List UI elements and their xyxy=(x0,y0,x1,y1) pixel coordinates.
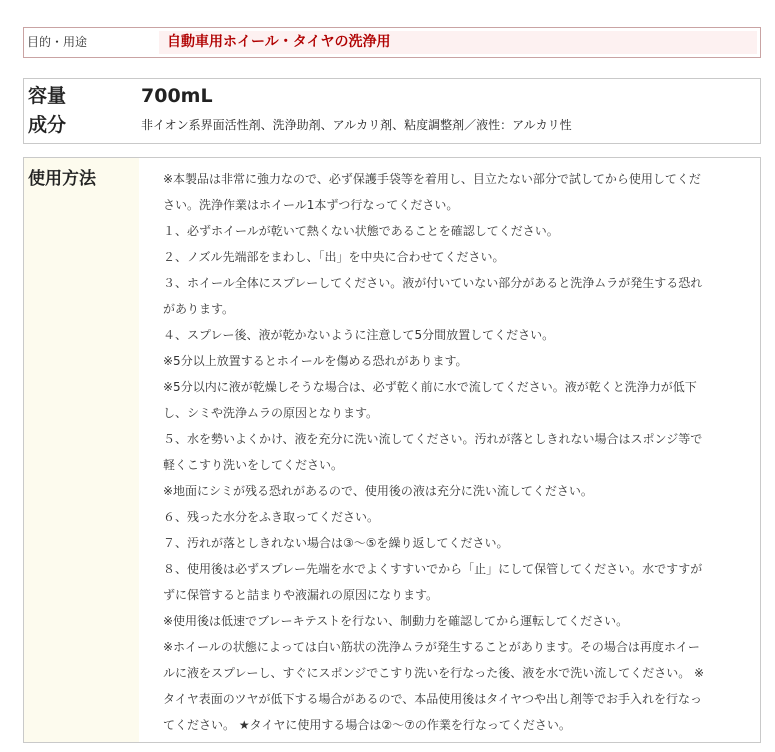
usage-line: ※使用後は低速でブレーキテストを行ない、制動力を確認してから運転してください。 xyxy=(163,614,629,628)
usage-line: ２、ノズル先端部をまわし、「出」を中央に合わせてください。 xyxy=(163,250,505,264)
usage-line: ８、使用後は必ずスプレー先端を水でよくすすいでから「止」にして保管してください。水ですすが xyxy=(163,562,703,576)
specs-table xyxy=(23,78,761,144)
purpose-value: 自動車用ホイール・タイヤの洗浄用 xyxy=(159,31,757,54)
usage-line: ６、残った水分をふき取ってください。 xyxy=(163,510,380,524)
usage-line: ※5分以内に液が乾燥しそうな場合は、必ず乾く前に水で流してください。液が乾くと洗浄力が低下 xyxy=(163,380,697,394)
ingredients-value: 非イオン系界面活性剤、洗浄助剤、アルカリ剤、粘度調整剤／液性：アルカリ性 xyxy=(141,118,572,132)
usage-line: し、シミや洗浄ムラの原因となります。 xyxy=(163,406,379,420)
usage-line: タイヤ表面のツヤが低下する場合があるので、本品使用後はタイヤつや出し剤等でお手入れを行なっ xyxy=(163,692,703,706)
usage-line: ４、スプレー後、液が乾かないように注意して5分間放置してください。 xyxy=(163,328,555,342)
capacity-value: 700mL xyxy=(141,85,213,107)
usage-line: ※本製品は非常に強力なので、必ず保護手袋等を着用し、目立たない部分で試してから使用してくだ xyxy=(163,172,701,186)
usage-line: があります。 xyxy=(163,302,235,316)
usage-content xyxy=(139,158,760,742)
usage-line: さい。洗浄作業はホイール1本ずつ行なってください。 xyxy=(163,198,459,212)
capacity-row xyxy=(24,81,760,111)
usage-line: ※5分以上放置するとホイールを傷める恐れがあります。 xyxy=(163,354,468,368)
usage-line: ルに液をスプレーし、すぐにスポンジでこすり洗いを行なった後、液を水で洗い流してください。 ※ xyxy=(163,666,705,680)
usage-line: 軽くこすり洗いをしてください。 xyxy=(163,458,344,472)
usage-line: ５、水を勢いよくかけ、液を充分に洗い流してください。汚れが落としきれない場合はスポンジ等で xyxy=(163,432,703,446)
usage-line: てください。 ★タイヤに使用する場合は②～⑦の作業を行なってください。 xyxy=(163,718,571,732)
capacity-label: 容量 xyxy=(28,85,67,107)
usage-line: ３、ホイール全体にスプレーしてください。液が付いていない部分があると洗浄ムラが発生する恐れ xyxy=(163,276,703,290)
usage-label: 使用方法 xyxy=(28,169,96,189)
usage-section xyxy=(23,157,761,743)
usage-line: ※ホイールの状態によっては白い筋状の洗浄ムラが発生することがあります。その場合は再度ホイー xyxy=(163,640,700,654)
ingredients-row xyxy=(24,110,760,140)
usage-line: １、必ずホイールが乾いて熱くない状態であることを確認してください。 xyxy=(163,224,559,238)
usage-line: ７、汚れが落としきれない場合は③～⑤を繰り返してください。 xyxy=(163,536,509,550)
ingredients-label: 成分 xyxy=(28,114,67,136)
purpose-row xyxy=(23,27,761,58)
usage-line: ずに保管すると詰まりや液漏れの原因になります。 xyxy=(163,588,439,602)
usage-line: ※地面にシミが残る恐れがあるので、使用後の液は充分に洗い流してください。 xyxy=(163,484,593,498)
purpose-label: 目的・用途 xyxy=(24,28,142,57)
